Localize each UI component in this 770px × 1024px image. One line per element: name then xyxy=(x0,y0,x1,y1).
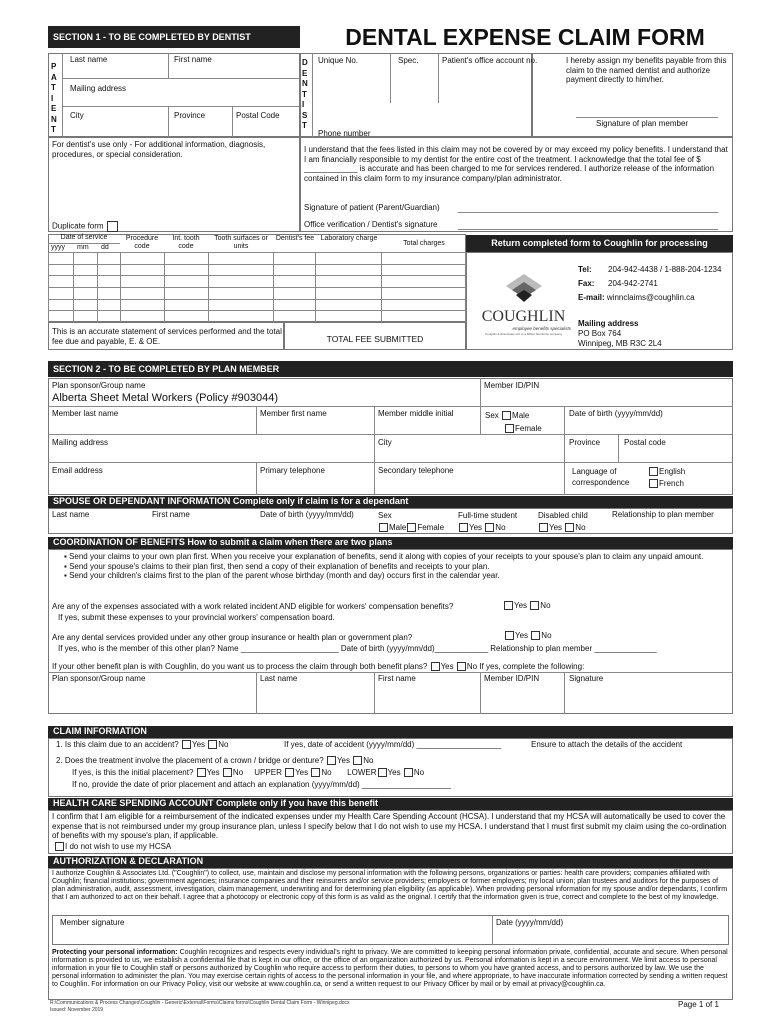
full-time-student-label: Full-time student xyxy=(458,511,518,520)
section2-header: SECTION 2 - TO BE COMPLETED BY PLAN MEMBER xyxy=(48,361,733,377)
coughlin-logo-icon xyxy=(504,272,544,308)
crown-no-checkbox[interactable] xyxy=(353,756,362,765)
service-cell[interactable] xyxy=(73,264,97,276)
member-postal-label[interactable]: Postal code xyxy=(624,438,666,447)
service-cell[interactable] xyxy=(316,276,382,288)
member-male-label: Male xyxy=(512,411,530,420)
spouse-header: SPOUSE OR DEPENDANT INFORMATION Complete only if claim is for a dependant xyxy=(48,496,733,508)
english-label: English xyxy=(659,467,686,476)
service-cell[interactable] xyxy=(316,299,382,311)
total-fee-label[interactable]: TOTAL FEE SUBMITTED xyxy=(326,334,424,344)
service-cell[interactable] xyxy=(73,299,97,311)
services-rows[interactable] xyxy=(48,252,466,323)
footer-path: R:\Communications & Process Changes\Coughlin - Generic\External\Forms\Claims forms\Coughlin Dental Claim Form - Winnipeg.docx Issued: November 2019 xyxy=(50,1000,350,1013)
member-secondary-phone-label[interactable]: Secondary telephone xyxy=(378,466,454,475)
vertical-letter: T xyxy=(51,125,56,134)
cob-q2-options: Yes No xyxy=(504,631,552,641)
language-label: Language of correspondence xyxy=(572,467,630,487)
service-cell[interactable] xyxy=(382,288,466,300)
service-cell[interactable] xyxy=(49,253,74,265)
patient-office-account-label[interactable]: Patient's office account no. xyxy=(442,56,538,65)
service-cell[interactable] xyxy=(49,264,74,276)
plan-sponsor-label: Plan sponsor/Group name xyxy=(52,381,146,390)
vertical-letter: P xyxy=(51,62,57,71)
claim-form xyxy=(48,22,733,1012)
service-cell[interactable] xyxy=(382,276,466,288)
accident-date-field[interactable]: If yes, date of accident (yyyy/mm/dd) ___________________ xyxy=(284,740,502,749)
english-checkbox[interactable] xyxy=(649,467,658,476)
cob-q1-no-checkbox[interactable] xyxy=(530,601,539,610)
vertical-letter: T xyxy=(302,89,307,99)
spouse-female-label: Female xyxy=(417,523,445,532)
cob-q1-note: If yes, submit these expenses to your provincial workers' compensation board. xyxy=(58,613,335,622)
mailing-address-line2: Winnipeg, MB R3C 2L4 xyxy=(578,339,662,348)
service-cell[interactable] xyxy=(97,299,120,311)
service-row[interactable] xyxy=(49,264,466,276)
cob-q2: Are any dental services provided under any other group insurance or health plan or government plan? xyxy=(52,633,413,642)
coughlin-logo-subline: Coughlin & Associates Ltd. is a Mitsui Sumitomo company xyxy=(484,332,563,336)
vertical-letter: I xyxy=(51,93,54,103)
phone-label[interactable]: Phone number xyxy=(318,129,371,138)
accident-no-checkbox[interactable] xyxy=(208,740,217,749)
service-cell[interactable] xyxy=(120,311,164,323)
claim-header: CLAIM INFORMATION xyxy=(48,726,733,738)
member-first-name-label[interactable]: Member first name xyxy=(260,409,327,418)
claim-q2b: If yes, is this the initial placement? Yes No UPPER Yes No LOWER Yes No xyxy=(72,768,425,777)
service-cell[interactable] xyxy=(97,253,120,265)
col-mm: mm xyxy=(77,244,89,251)
auth-signature-row xyxy=(52,915,729,945)
hcsa-text: I confirm that I am eligible for a reimbursement of the indicated expenses under my Health Care Spending Account (HCSA). I understand that my HCSA will automatically be used to cover the expense that is not reimbursed under my group insurance plan, unless I specify below that I do not wish to use my HCSA. I understand that I must first submit my claim using the co-ordination of benefits with my spouse's plan, if applicable. xyxy=(52,812,727,841)
member-dob-label[interactable]: Date of birth (yyyy/mm/dd) xyxy=(569,409,663,418)
french-checkbox[interactable] xyxy=(649,479,658,488)
accurate-statement-text: This is an accurate statement of services performed and the total fee due and payable, E. & OE. xyxy=(52,327,282,346)
service-cell[interactable] xyxy=(274,264,316,276)
cob-first-name-label[interactable]: First name xyxy=(378,674,416,683)
hcsa-header: HEALTH CARE SPENDING ACCOUNT Complete only if you have this benefit xyxy=(48,798,733,810)
member-sex-field xyxy=(485,409,542,435)
service-cell[interactable] xyxy=(274,311,316,323)
cob-q3: If your other benefit plan is with Coughlin, do you want us to process the claim through both benefit plans? Yes No If yes, complete the following: xyxy=(52,662,585,671)
col-total-charges: Total charges xyxy=(403,240,445,247)
fts-yes-label: Yes xyxy=(469,523,483,532)
hcsa-opt-out-checkbox[interactable] xyxy=(55,842,64,851)
service-cell[interactable] xyxy=(208,253,274,265)
service-cell[interactable] xyxy=(382,264,466,276)
service-cell[interactable] xyxy=(208,264,274,276)
lower-no-checkbox[interactable] xyxy=(404,768,413,777)
cob-bullet-3: ▪ Send your children's claims first to the plan of the parent whose birthday (month and day) occurs first in the calendar year. xyxy=(64,571,500,581)
cob-q1-yes-checkbox[interactable] xyxy=(504,601,513,610)
auth-text: I authorize Coughlin & Associates Ltd. ("Coughlin") to collect, use, maintain and disclose my personal information with the following persons, organizations or parties: health care providers; companies affiliated with Coughlin; financial institutions; government agencies; insurance companies and their reinsurers and/or service providers; employers or former employers; my local union; plan trustees and auditors for the purposes of plan administration, audit, assessment, investigation, claim management, underwriting and for determining plan eligibility (as applicable). When providing personal information for my spouse and/or dependants, I confirm that I am authorized to act on their behalf. I agree that a photocopy or electronic copy of this form is as valid as the original. I certify that the information given is true, correct and complete to the best of my knowledge. xyxy=(52,870,728,902)
service-cell[interactable] xyxy=(164,253,208,265)
patient-last-name-label[interactable]: Last name xyxy=(70,55,108,64)
service-row[interactable] xyxy=(49,299,466,311)
cob-bullets xyxy=(62,552,730,581)
cob-last-name-label[interactable]: Last name xyxy=(260,674,298,683)
patient-postal-label[interactable]: Postal Code xyxy=(236,111,280,120)
vertical-letter: N xyxy=(51,114,57,124)
service-row[interactable] xyxy=(49,288,466,300)
spouse-dob-label[interactable]: Date of birth (yyyy/mm/dd) xyxy=(260,510,354,519)
coughlin-logo xyxy=(476,272,571,342)
member-sex-label: Sex xyxy=(485,411,499,420)
service-cell[interactable] xyxy=(120,253,164,265)
cob-signature-label[interactable]: Signature xyxy=(569,674,604,683)
contact-email: E-mail: winnclaims@coughlin.ca xyxy=(578,293,695,302)
contact-fax: Fax: 204-942-2741 xyxy=(578,279,658,288)
member-primary-phone-label[interactable]: Primary telephone xyxy=(260,466,325,475)
full-time-student-field xyxy=(458,510,517,534)
accident-details-note: Ensure to attach the details of the accident xyxy=(531,740,683,749)
vertical-letter: A xyxy=(51,72,57,82)
service-cell[interactable] xyxy=(73,253,97,265)
col-tooth-surfaces: Tooth surfaces or units xyxy=(214,235,268,251)
service-cell[interactable] xyxy=(274,299,316,311)
patient-signature-label[interactable]: Signature of patient (Parent/Guardian) xyxy=(304,203,440,212)
initial-no-checkbox[interactable] xyxy=(223,768,232,777)
fts-yes-checkbox[interactable] xyxy=(459,523,468,532)
service-cell[interactable] xyxy=(97,288,120,300)
member-last-name-label[interactable]: Member last name xyxy=(52,409,119,418)
member-id-label[interactable]: Member ID/PIN xyxy=(484,381,540,390)
service-row[interactable] xyxy=(49,311,466,323)
fts-no-checkbox[interactable] xyxy=(485,523,494,532)
disabled-no-label: No xyxy=(575,523,586,532)
member-province-label[interactable]: Province xyxy=(569,438,601,447)
member-male-checkbox[interactable] xyxy=(502,411,511,420)
member-female-label: Female xyxy=(515,424,542,433)
service-cell[interactable] xyxy=(97,276,120,288)
member-email-label[interactable]: Email address xyxy=(52,466,103,475)
vertical-letter: S xyxy=(302,110,308,120)
service-cell[interactable] xyxy=(49,311,74,323)
disabled-yes-checkbox[interactable] xyxy=(539,523,548,532)
cob-q2-member[interactable]: If yes, who is the member of this other plan? Name ______________________ Date of birth (yyyy/mm/dd)____________ Relationship to plan member ______________ xyxy=(58,644,657,653)
cob-q3-no-checkbox[interactable] xyxy=(457,662,466,671)
disabled-child-label: Disabled child xyxy=(538,511,588,520)
service-cell[interactable] xyxy=(73,288,97,300)
crown-yes-checkbox[interactable] xyxy=(327,756,336,765)
patient-block xyxy=(48,53,300,137)
vertical-letter: E xyxy=(51,104,57,113)
spouse-first-name-label[interactable]: First name xyxy=(152,510,190,519)
spouse-male-label: Male xyxy=(389,523,407,532)
service-cell[interactable] xyxy=(120,264,164,276)
service-cell[interactable] xyxy=(73,276,97,288)
cob-q2-no-checkbox[interactable] xyxy=(531,631,540,640)
cob-q3-yes-checkbox[interactable] xyxy=(431,662,440,671)
initial-yes-checkbox[interactable] xyxy=(197,768,206,777)
assignment-text: I hereby assign my benefits payable from this claim to the named dentist and authorize payment directly to him/her. xyxy=(566,56,727,85)
fts-no-label: No xyxy=(495,523,506,532)
relationship-label[interactable]: Relationship to plan member xyxy=(612,510,714,519)
member-signature-field[interactable]: Member signature xyxy=(60,918,125,927)
privacy-text: Protecting your personal information: Coughlin recognizes and respects every individual's right to privacy. We are committed to keeping personal information private, confidential, accurate and secure. When personal information is provided to us, we establish a confidential file that is kept in our office, or the office of an organization authorized by us. Personal information is kept in a secure environment. We limit access to personal information in your file to Coughlin staff or persons authorized by Coughlin who require access to perform their duties, to persons to whom you have granted access, and to persons authorized by law. We use the personal information to administer the plan. You may exercise certain rights of access to the personal information in your file, and where appropriate, to have inaccurate information corrected by sending a written request to Coughlin. For information on our Privacy Policy, visit our website at www.coughlin.ca, or send a written request to our Privacy Officer by mail or by email at privacy@coughlin.ca. xyxy=(52,949,728,989)
service-cell[interactable] xyxy=(208,299,274,311)
auth-header: AUTHORIZATION & DECLARATION xyxy=(48,856,733,868)
mailing-address-label: Mailing address xyxy=(578,319,639,328)
col-procedure-code: Procedure code xyxy=(125,235,159,251)
service-row[interactable] xyxy=(49,276,466,288)
patient-first-name-label[interactable]: First name xyxy=(174,55,212,64)
service-cell[interactable] xyxy=(49,288,74,300)
language-options xyxy=(648,466,685,490)
service-row[interactable] xyxy=(49,253,466,265)
vertical-letter: T xyxy=(51,83,56,92)
cob-sponsor-label[interactable]: Plan sponsor/Group name xyxy=(52,674,146,683)
service-cell[interactable] xyxy=(120,288,164,300)
office-verification-label[interactable]: Office verification / Dentist's signature xyxy=(304,220,438,229)
member-city-label[interactable]: City xyxy=(378,438,392,447)
cob-bullet-1: ▪ Send your claims to your own plan first. When you receive your explanation of benefits, send it along with copies of your receipts to your spouse's plan to claim any unpaid amount. xyxy=(64,552,704,561)
hcsa-option: I do not wish to use my HCSA xyxy=(54,842,171,852)
section1-header: SECTION 1 - TO BE COMPLETED BY DENTIST xyxy=(48,26,300,48)
mailing-address-block xyxy=(578,319,662,349)
patient-vertical-label xyxy=(51,62,59,136)
member-signature-label[interactable]: Signature of plan member xyxy=(596,119,689,128)
col-int-tooth-code: Int. tooth code xyxy=(172,235,200,251)
lower-yes-checkbox[interactable] xyxy=(378,768,387,777)
upper-no-checkbox[interactable] xyxy=(311,768,320,777)
claim-q2: 2. Does the treatment involve the placement of a crown / bridge or denture? Yes No xyxy=(56,756,374,765)
disabled-child-field xyxy=(538,510,588,534)
patient-mailing-label[interactable]: Mailing address xyxy=(70,84,127,93)
cob-q1-options: Yes No xyxy=(503,601,551,611)
service-cell[interactable] xyxy=(316,264,382,276)
disabled-no-checkbox[interactable] xyxy=(565,523,574,532)
spouse-sex-field xyxy=(378,510,444,534)
service-cell[interactable] xyxy=(316,253,382,265)
service-cell[interactable] xyxy=(382,311,466,323)
vertical-letter: I xyxy=(302,100,305,109)
cob-member-id-label[interactable]: Member ID/PIN xyxy=(484,674,540,683)
claim-q1: 1. Is this claim due to an accident? Yes No xyxy=(56,740,229,749)
col-yyyy: yyyy xyxy=(51,244,65,251)
plan-sponsor-value[interactable]: Alberta Sheet Metal Workers (Policy #903044) xyxy=(52,392,279,404)
service-cell[interactable] xyxy=(274,288,316,300)
return-header: Return completed form to Coughlin for processing xyxy=(466,235,733,252)
vertical-letter: E xyxy=(302,68,308,78)
prior-placement-field[interactable]: If no, provide the date of prior placement and attach an explanation (yyyy/mm/dd) ____________________ xyxy=(72,780,451,789)
vertical-letter: D xyxy=(302,58,308,67)
service-cell[interactable] xyxy=(120,276,164,288)
service-cell[interactable] xyxy=(49,299,74,311)
patient-city-label[interactable]: City xyxy=(70,111,84,120)
duplicate-form-label: Duplicate form xyxy=(52,221,119,232)
cob-q1: Are any of the expenses associated with a work related incident AND eligible for workers' compensation benefits? xyxy=(52,602,454,611)
service-cell[interactable] xyxy=(382,299,466,311)
member-mailing-label[interactable]: Mailing address xyxy=(52,438,109,447)
patient-province-label[interactable]: Province xyxy=(174,111,206,120)
member-female-checkbox[interactable] xyxy=(505,424,514,433)
duplicate-form-checkbox[interactable] xyxy=(107,221,118,232)
mailing-address-line1: PO Box 764 xyxy=(578,329,622,338)
coughlin-logo-name: COUGHLIN xyxy=(481,308,566,325)
member-middle-initial-label[interactable]: Member middle initial xyxy=(378,409,454,418)
service-cell[interactable] xyxy=(97,311,120,323)
service-cell[interactable] xyxy=(164,311,208,323)
service-cell[interactable] xyxy=(274,253,316,265)
spouse-female-checkbox[interactable] xyxy=(407,523,416,532)
spouse-male-checkbox[interactable] xyxy=(379,523,388,532)
service-cell[interactable] xyxy=(316,288,382,300)
auth-date-field[interactable]: Date (yyyy/mm/dd) xyxy=(496,918,564,927)
service-cell[interactable] xyxy=(164,288,208,300)
service-cell[interactable] xyxy=(208,276,274,288)
dentist-block xyxy=(300,53,532,137)
upper-yes-checkbox[interactable] xyxy=(285,768,294,777)
col-date-of-service: Date of service xyxy=(60,234,108,241)
col-laboratory-charge: Laboratory charge xyxy=(320,235,378,242)
col-dd: dd xyxy=(101,244,109,251)
page-number: Page 1 of 1 xyxy=(678,1000,719,1009)
dentist-vertical-label xyxy=(302,58,310,132)
contact-tel: Tel: 204-942-4438 / 1-888-204-1234 xyxy=(578,265,722,274)
service-cell[interactable] xyxy=(382,253,466,265)
accident-yes-checkbox[interactable] xyxy=(182,740,191,749)
service-cell[interactable] xyxy=(316,311,382,323)
service-cell[interactable] xyxy=(120,299,164,311)
cob-header: COORDINATION OF BENEFITS How to submit a claim when there are two plans xyxy=(48,537,733,549)
service-cell[interactable] xyxy=(164,276,208,288)
understanding-text: I understand that the fees listed in this claim may not be covered by or may exceed my policy benefits. I understand that I am financially responsible to my dentist for the entire cost of the treatment. I acknowledge that the total fee of $ ____________ is accurate and has been charged to me for services rendered. I authorize release of the information contained in this claim form to my insurance company/plan administrator. xyxy=(304,145,728,183)
vertical-letter: T xyxy=(302,121,307,130)
cob-bullet-2: ▪ Send your spouse's claims to their plan first, then send a copy of their explanation of benefits and receipts to your plan. xyxy=(64,561,490,571)
spouse-sex-label: Sex xyxy=(378,511,392,520)
service-cell[interactable] xyxy=(164,264,208,276)
spouse-last-name-label[interactable]: Last name xyxy=(52,510,90,519)
service-cell[interactable] xyxy=(274,276,316,288)
french-label: French xyxy=(659,479,684,488)
cob-q2-yes-checkbox[interactable] xyxy=(505,631,514,640)
service-cell[interactable] xyxy=(208,311,274,323)
unique-no-label[interactable]: Unique No. xyxy=(318,56,359,65)
vertical-letter: N xyxy=(302,79,308,88)
service-cell[interactable] xyxy=(49,276,74,288)
disabled-yes-label: Yes xyxy=(549,523,563,532)
service-cell[interactable] xyxy=(73,311,97,323)
dentist-use-text[interactable]: For dentist's use only - For additional information, diagnosis, procedures, or special consideration. xyxy=(52,140,266,159)
service-cell[interactable] xyxy=(97,264,120,276)
service-cell[interactable] xyxy=(164,299,208,311)
col-dentist-fee: Dentist's fee xyxy=(275,235,315,242)
service-cell[interactable] xyxy=(208,288,274,300)
form-title: DENTAL EXPENSE CLAIM FORM xyxy=(345,24,705,50)
coughlin-logo-tagline: employee benefits specialists xyxy=(512,326,571,331)
spec-label[interactable]: Spec. xyxy=(398,56,419,65)
